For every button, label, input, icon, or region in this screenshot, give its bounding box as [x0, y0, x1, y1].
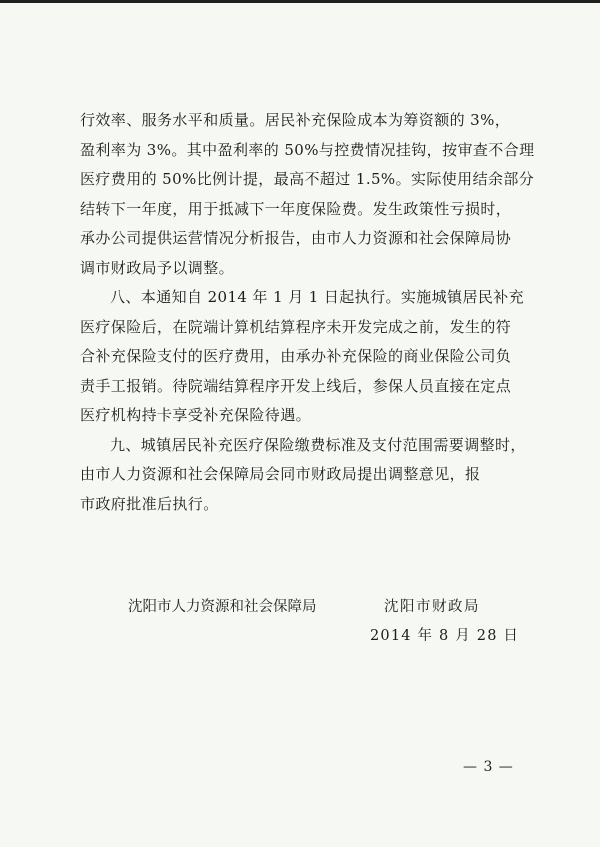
text-line: 由市人力资源和社会保障局会同市财政局提出调整意见，报 — [80, 465, 481, 483]
text-line: 盈利率为 3%。其中盈利率的 50%与控费情况挂钩，按审查不合理 — [80, 140, 535, 159]
text-line: 调市财政局予以调整。 — [80, 258, 235, 277]
signature-right-organization: 沈阳市财政局 — [384, 599, 480, 615]
text-line: 医疗机构持卡享受补充保险待遇。 — [80, 406, 312, 424]
paragraph-item-8 — [80, 283, 530, 431]
text-line: 九、城镇居民补充医疗保险缴费标准及支付范围需要调整时， — [110, 435, 526, 454]
text-line: 责手工报销。待院端结算程序开发上线后，参保人员直接在定点 — [80, 376, 512, 395]
text-line: 合补充保险支付的医疗费用，由承办补充保险的商业保险公司负 — [80, 347, 512, 365]
paragraph-item-9 — [80, 431, 530, 520]
paragraph-cost-and-profit — [80, 106, 535, 283]
signature-date: 2014 年 8 月 28 日 — [370, 628, 520, 644]
text-line: 承办公司提供运营情况分析报告，由市人力资源和社会保障局协 — [80, 229, 512, 247]
signature-left-organization: 沈阳市人力资源和社会保障局 — [128, 599, 317, 615]
text-line: 行效率、服务水平和质量。居民补充保险成本为筹资额的 3%， — [80, 111, 511, 129]
text-line: 医疗保险后，在院端计算机结算程序未开发完成之前，发生的符 — [80, 317, 512, 336]
text-line: 结转下一年度，用于抵减下一年度保险费。发生政策性亏损时， — [80, 199, 512, 218]
body-text — [80, 106, 535, 519]
text-line: 八、本通知自 2014 年 1 月 1 日起执行。实施城镇居民补充 — [110, 288, 525, 306]
page-number: — 3 — — [463, 759, 514, 775]
text-line: 市政府批准后执行。 — [80, 494, 219, 513]
text-line: 医疗费用的 50%比例计提，最高不超过 1.5%。实际使用结余部分 — [80, 170, 535, 188]
